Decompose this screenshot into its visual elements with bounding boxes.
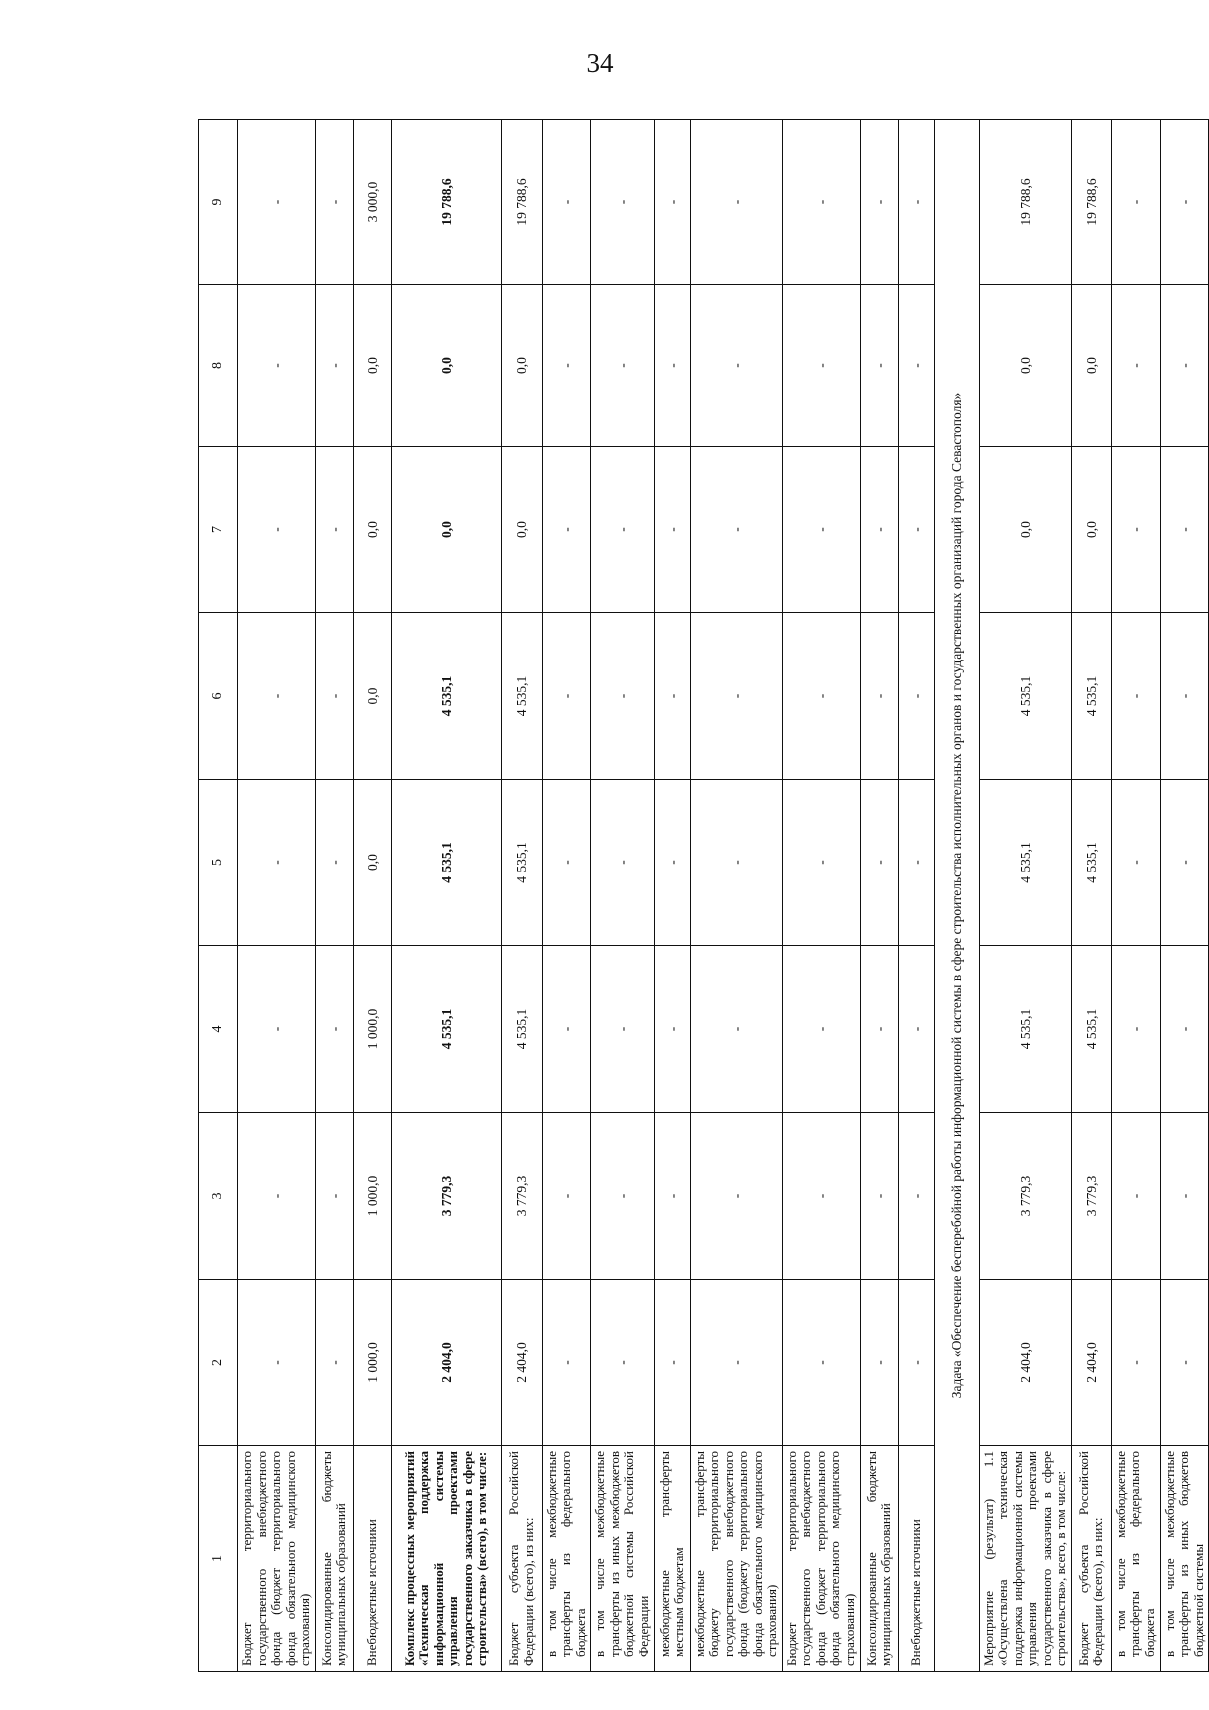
cell-col-6: -: [238, 613, 316, 780]
cell-col-9: 19 788,6: [391, 120, 501, 285]
cell-col-3: -: [1111, 1113, 1160, 1280]
cell-col-6: -: [1160, 613, 1209, 780]
cell-col-8: -: [860, 285, 898, 447]
cell-col-4: 4 535,1: [391, 946, 501, 1113]
cell-col-4: -: [238, 946, 316, 1113]
cell-col-6: 0,0: [353, 613, 391, 780]
cell-col-3: -: [860, 1113, 898, 1280]
row-label: Бюджет территориального государственного внебюджетного фонда (бюджет территориального фонда обязательного медицинского страхования): [238, 1446, 316, 1672]
row-label: в том числе межбюджетные трансферты из иных межбюджетов бюджетной системы Российской Федерации: [591, 1446, 654, 1672]
table-row: [391, 120, 501, 1672]
col-header-8: 8: [199, 285, 238, 447]
cell-col-6: -: [542, 613, 591, 780]
cell-col-7: -: [1160, 447, 1209, 613]
cell-col-3: -: [315, 1113, 353, 1280]
cell-col-9: 19 788,6: [979, 120, 1071, 285]
cell-col-3: -: [238, 1113, 316, 1280]
row-label: в том числе межбюджетные трансферты из федерального бюджета: [1111, 1446, 1160, 1672]
col-header-9: 9: [199, 120, 238, 285]
cell-col-4: -: [542, 946, 591, 1113]
row-label: Консолидированные бюджеты муниципальных образований: [315, 1446, 353, 1672]
cell-col-2: -: [315, 1280, 353, 1446]
cell-col-9: -: [782, 120, 860, 285]
cell-col-5: 4 535,1: [979, 780, 1071, 946]
cell-col-8: 0,0: [1071, 285, 1111, 447]
cell-col-6: -: [654, 613, 690, 780]
cell-col-8: -: [1111, 285, 1160, 447]
cell-col-7: -: [860, 447, 898, 613]
table-row: [501, 120, 542, 1672]
cell-col-9: -: [654, 120, 690, 285]
cell-col-6: -: [782, 613, 860, 780]
cell-col-4: 4 535,1: [501, 946, 542, 1113]
cell-col-2: -: [860, 1280, 898, 1446]
cell-col-4: 1 000,0: [353, 946, 391, 1113]
cell-col-4: -: [690, 946, 782, 1113]
cell-col-8: -: [654, 285, 690, 447]
cell-col-4: -: [782, 946, 860, 1113]
cell-col-7: 0,0: [1071, 447, 1111, 613]
cell-col-3: -: [591, 1113, 654, 1280]
cell-col-2: 2 404,0: [391, 1280, 501, 1446]
col-header-7: 7: [199, 447, 238, 613]
table-row: [315, 120, 353, 1672]
cell-col-9: -: [1160, 120, 1209, 285]
cell-col-7: 0,0: [353, 447, 391, 613]
cell-col-2: -: [591, 1280, 654, 1446]
cell-col-9: -: [1111, 120, 1160, 285]
cell-col-8: 0,0: [353, 285, 391, 447]
cell-col-4: -: [860, 946, 898, 1113]
col-header-2: 2: [199, 1280, 238, 1446]
cell-col-6: 4 535,1: [979, 613, 1071, 780]
cell-col-5: -: [315, 780, 353, 946]
cell-col-4: 4 535,1: [979, 946, 1071, 1113]
cell-col-6: -: [315, 613, 353, 780]
cell-col-2: -: [898, 1280, 934, 1446]
cell-col-4: -: [315, 946, 353, 1113]
cell-col-4: -: [591, 946, 654, 1113]
table-row: [1071, 120, 1111, 1672]
cell-col-2: -: [690, 1280, 782, 1446]
cell-col-3: 3 779,3: [501, 1113, 542, 1280]
table-row: [1160, 120, 1209, 1672]
cell-col-6: -: [860, 613, 898, 780]
cell-col-9: -: [591, 120, 654, 285]
row-label: Комплекс процессных мероприятий «Техническая поддержка информационной системы управления проектами государственного заказчика в сфере строительства» (всего), в том числе:: [391, 1446, 501, 1672]
cell-col-5: -: [591, 780, 654, 946]
cell-col-2: -: [654, 1280, 690, 1446]
cell-col-5: -: [542, 780, 591, 946]
cell-col-5: 4 535,1: [391, 780, 501, 946]
cell-col-7: -: [1111, 447, 1160, 613]
col-header-5: 5: [199, 780, 238, 946]
cell-col-4: -: [1111, 946, 1160, 1113]
cell-col-2: 2 404,0: [501, 1280, 542, 1446]
table-body-first: [238, 120, 935, 1672]
cell-col-8: 0,0: [979, 285, 1071, 447]
cell-col-4: -: [654, 946, 690, 1113]
cell-col-7: -: [591, 447, 654, 613]
row-label: Бюджет территориального государственного внебюджетного фонда (бюджет территориального фонда обязательного медицинского страхования): [782, 1446, 860, 1672]
cell-col-2: 2 404,0: [1071, 1280, 1111, 1446]
row-label: Консолидированные бюджеты муниципальных образований: [860, 1446, 898, 1672]
table-row: [353, 120, 391, 1672]
cell-col-7: -: [542, 447, 591, 613]
cell-col-3: -: [782, 1113, 860, 1280]
cell-col-5: -: [690, 780, 782, 946]
cell-col-4: -: [898, 946, 934, 1113]
cell-col-5: -: [860, 780, 898, 946]
table-row: [782, 120, 860, 1672]
cell-col-5: -: [1160, 780, 1209, 946]
cell-col-5: -: [654, 780, 690, 946]
cell-col-2: -: [782, 1280, 860, 1446]
row-label: в том числе межбюджетные трансферты из федерального бюджета: [542, 1446, 591, 1672]
cell-col-8: 0,0: [391, 285, 501, 447]
cell-col-8: 0,0: [501, 285, 542, 447]
cell-col-3: 3 779,3: [1071, 1113, 1111, 1280]
cell-col-3: 3 779,3: [979, 1113, 1071, 1280]
col-header-4: 4: [199, 946, 238, 1113]
table-row: [654, 120, 690, 1672]
cell-col-9: 3 000,0: [353, 120, 391, 285]
table-row: [860, 120, 898, 1672]
cell-col-6: -: [1111, 613, 1160, 780]
task-title: Задача «Обеспечение бесперебойной работы информационной системы в сфере строительства исполнительных органов и государственных организаций города Севастополя»: [934, 120, 979, 1672]
cell-col-8: -: [315, 285, 353, 447]
cell-col-9: -: [542, 120, 591, 285]
table-row: [690, 120, 782, 1672]
cell-col-6: -: [690, 613, 782, 780]
table-row: [542, 120, 591, 1672]
cell-col-4: -: [1160, 946, 1209, 1113]
table-row: [979, 120, 1071, 1672]
table-body-task: [934, 120, 979, 1672]
col-header-3: 3: [199, 1113, 238, 1280]
cell-col-8: -: [690, 285, 782, 447]
cell-col-8: -: [782, 285, 860, 447]
cell-col-7: 0,0: [391, 447, 501, 613]
cell-col-5: 0,0: [353, 780, 391, 946]
cell-col-6: -: [898, 613, 934, 780]
cell-col-9: -: [690, 120, 782, 285]
cell-col-9: -: [238, 120, 316, 285]
row-label: межбюджетные трансферты местным бюджетам: [654, 1446, 690, 1672]
row-label: Бюджет субъекта Российской Федерации (всего), из них:: [501, 1446, 542, 1672]
cell-col-2: 1 000,0: [353, 1280, 391, 1446]
row-label: Внебюджетные источники: [353, 1446, 391, 1672]
row-label: Бюджет субъекта Российской Федерации (всего), из них:: [1071, 1446, 1111, 1672]
col-header-6: 6: [199, 613, 238, 780]
table-row: [238, 120, 316, 1672]
rotated-table-wrapper: [198, 120, 1206, 1672]
cell-col-3: -: [690, 1113, 782, 1280]
cell-col-9: -: [315, 120, 353, 285]
cell-col-9: -: [860, 120, 898, 285]
cell-col-7: 0,0: [501, 447, 542, 613]
cell-col-5: 4 535,1: [501, 780, 542, 946]
financing-table: [198, 119, 1209, 1672]
cell-col-7: -: [898, 447, 934, 613]
cell-col-8: -: [898, 285, 934, 447]
col-header-1: 1: [199, 1446, 238, 1672]
cell-col-3: -: [542, 1113, 591, 1280]
cell-col-9: 19 788,6: [1071, 120, 1111, 285]
cell-col-5: 4 535,1: [1071, 780, 1111, 946]
cell-col-9: -: [898, 120, 934, 285]
cell-col-7: -: [690, 447, 782, 613]
cell-col-6: 4 535,1: [1071, 613, 1111, 780]
cell-col-5: -: [782, 780, 860, 946]
cell-col-5: -: [1111, 780, 1160, 946]
cell-col-3: -: [1160, 1113, 1209, 1280]
row-label: Внебюджетные источники: [898, 1446, 934, 1672]
page-number: 34: [586, 48, 614, 78]
header-row: [199, 120, 238, 1672]
cell-col-4: 4 535,1: [1071, 946, 1111, 1113]
cell-col-8: -: [591, 285, 654, 447]
cell-col-3: 3 779,3: [391, 1113, 501, 1280]
cell-col-7: 0,0: [979, 447, 1071, 613]
cell-col-6: -: [591, 613, 654, 780]
cell-col-8: -: [542, 285, 591, 447]
table-row: [591, 120, 654, 1672]
row-label: Мероприятие (результат) 1.1 «Осуществлена техническая поддержка информационной системы управления проектами государственного заказчика в сфере строительства», всего, в том числе:: [979, 1446, 1071, 1672]
cell-col-6: 4 535,1: [501, 613, 542, 780]
row-label: в том числе межбюджетные трансферты из иных бюджетов бюджетной системы: [1160, 1446, 1209, 1672]
cell-col-2: -: [1111, 1280, 1160, 1446]
cell-col-3: -: [898, 1113, 934, 1280]
cell-col-3: -: [654, 1113, 690, 1280]
cell-col-9: 19 788,6: [501, 120, 542, 285]
cell-col-7: -: [654, 447, 690, 613]
cell-col-8: -: [238, 285, 316, 447]
cell-col-7: -: [238, 447, 316, 613]
table-row: [898, 120, 934, 1672]
cell-col-2: -: [238, 1280, 316, 1446]
task-row: [934, 120, 979, 1672]
cell-col-2: 2 404,0: [979, 1280, 1071, 1446]
row-label: межбюджетные трансферты бюджету территориального государственного внебюджетного фонда (бюджету территориального фонда обязательного медицинского страхования): [690, 1446, 782, 1672]
cell-col-2: -: [542, 1280, 591, 1446]
cell-col-5: -: [238, 780, 316, 946]
cell-col-2: -: [1160, 1280, 1209, 1446]
cell-col-8: -: [1160, 285, 1209, 447]
cell-col-6: 4 535,1: [391, 613, 501, 780]
cell-col-7: -: [315, 447, 353, 613]
cell-col-3: 1 000,0: [353, 1113, 391, 1280]
cell-col-5: -: [898, 780, 934, 946]
table-row: [1111, 120, 1160, 1672]
cell-col-7: -: [782, 447, 860, 613]
table-body-second: [979, 120, 1209, 1672]
